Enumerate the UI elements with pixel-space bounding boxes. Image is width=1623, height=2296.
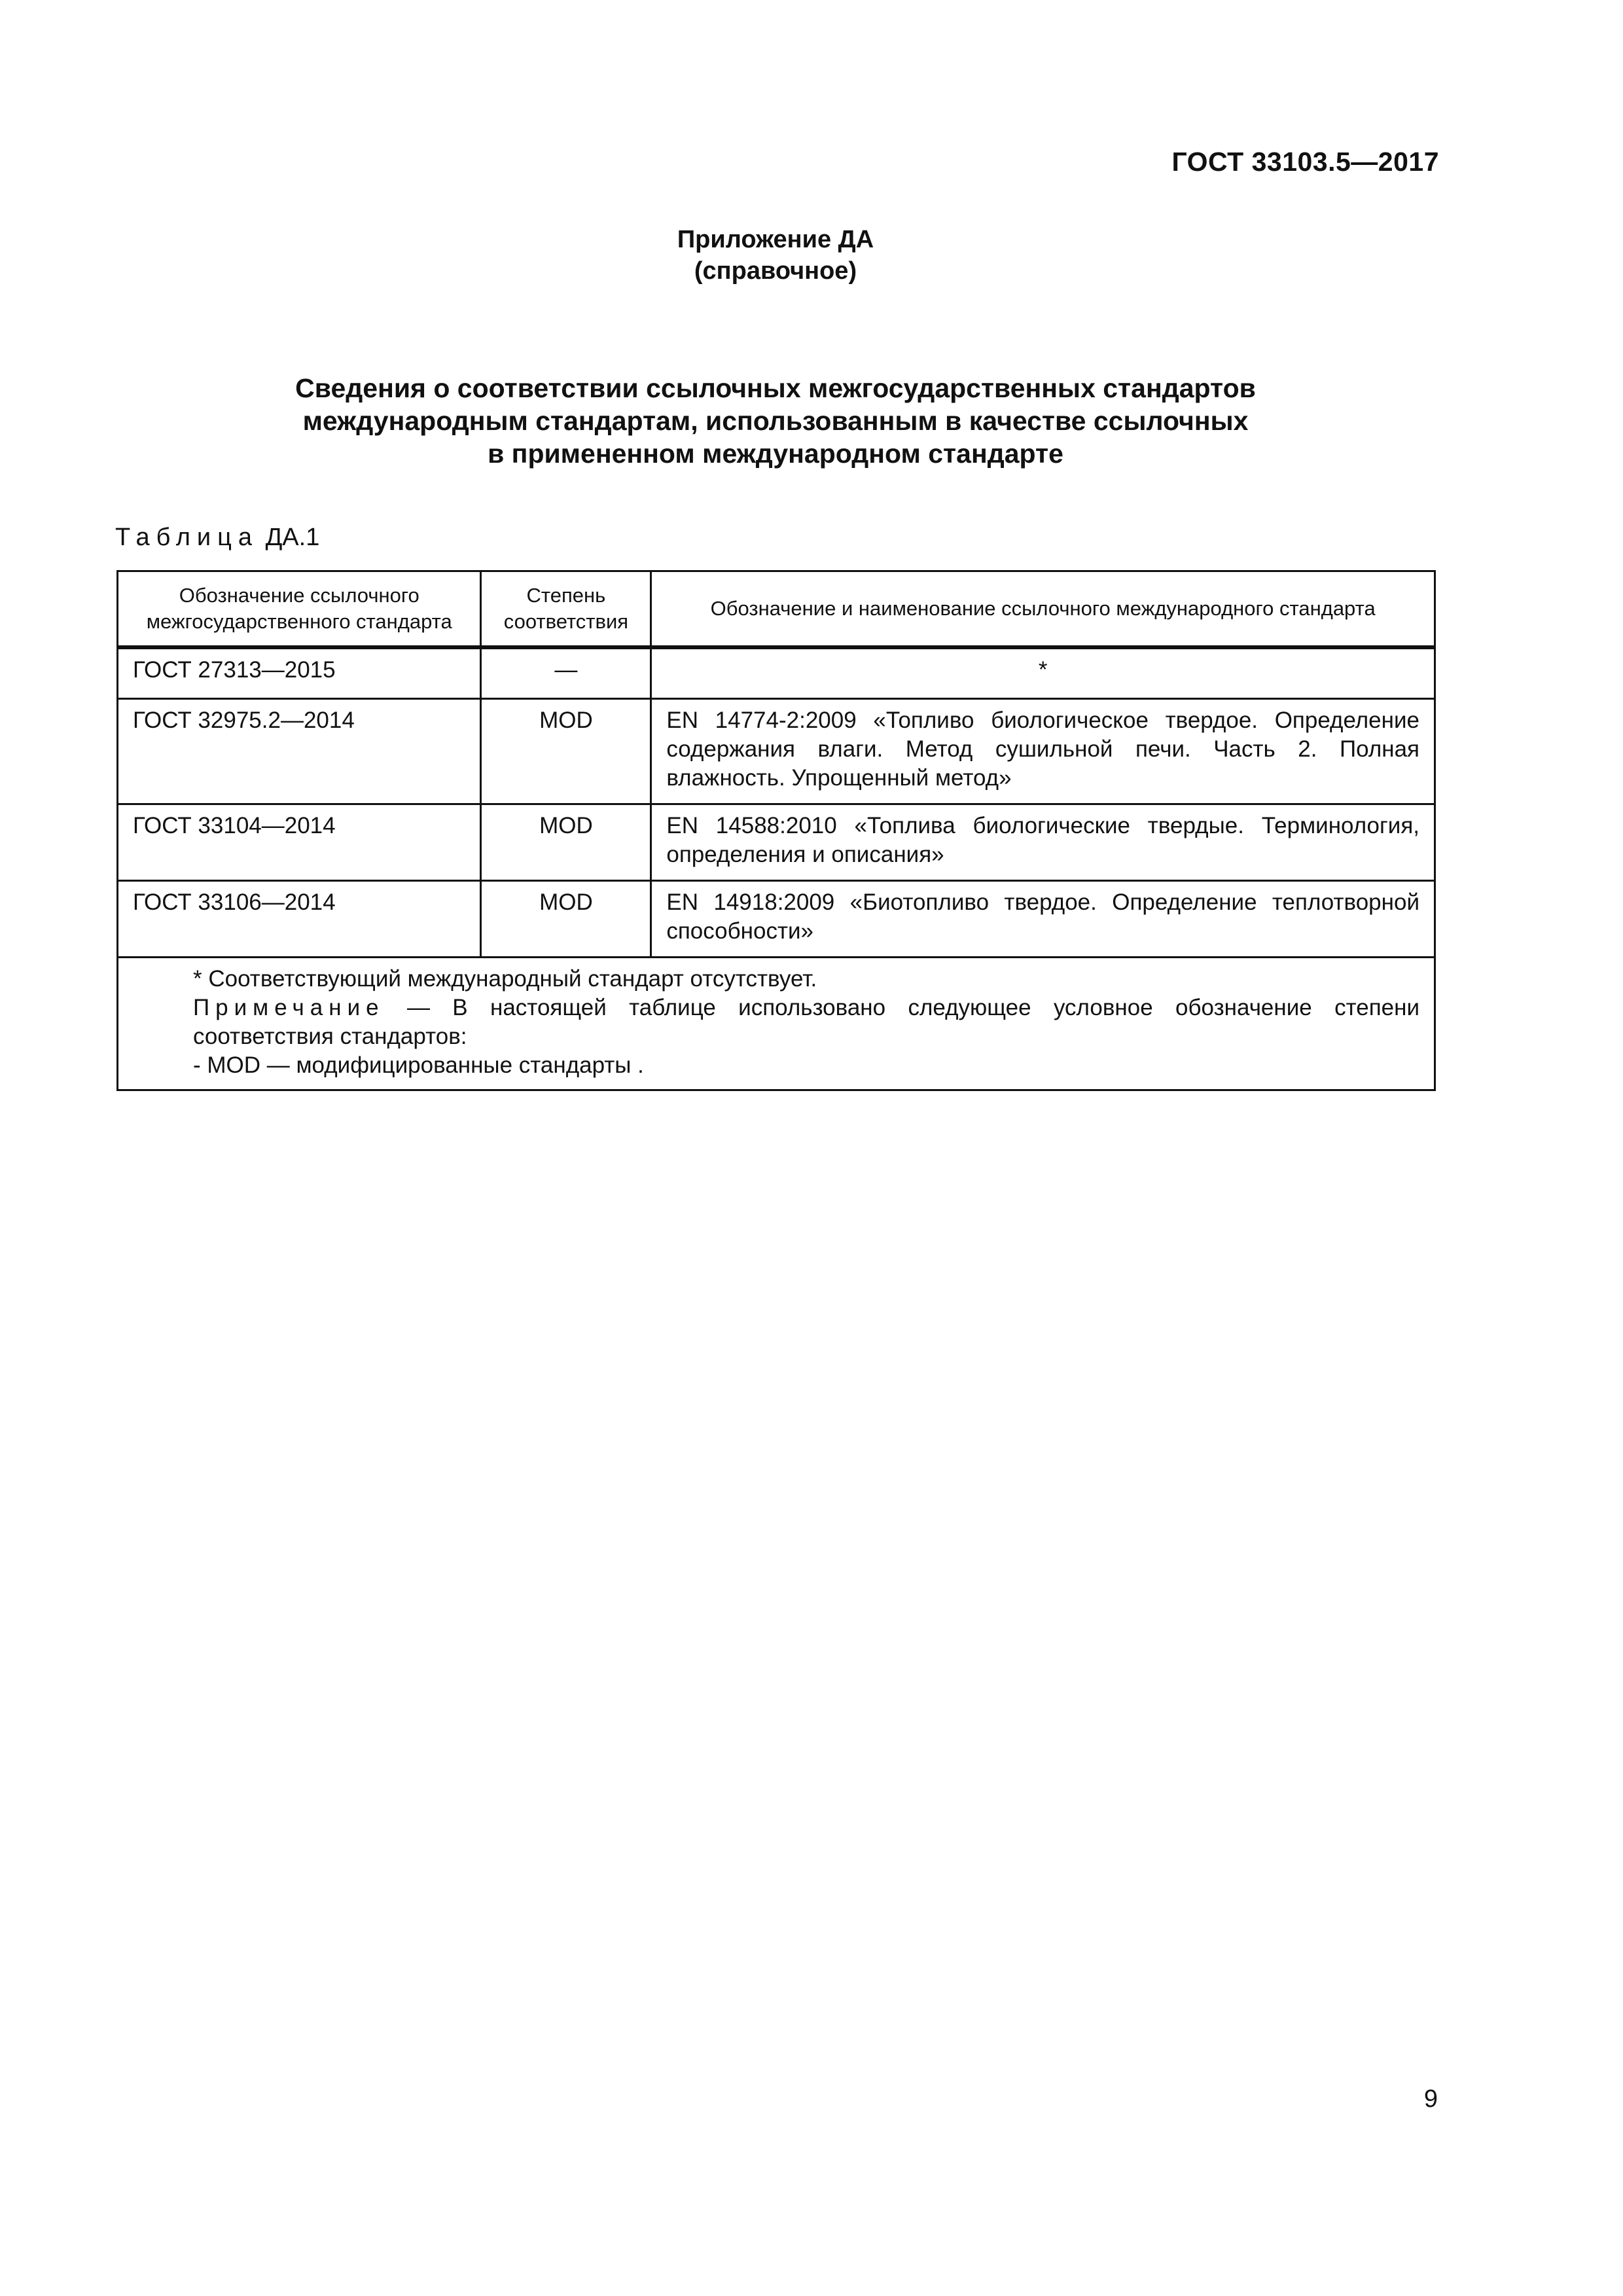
appendix-subtitle: (справочное) xyxy=(694,257,857,285)
cell-degree: MOD xyxy=(481,881,651,958)
table-row xyxy=(118,881,1435,958)
note xyxy=(133,994,1419,1051)
cell-international: EN 14918:2009 «Биотопливо твердое. Определение теплотворной способности» xyxy=(651,881,1435,958)
cell-designation: ГОСТ 33104—2014 xyxy=(118,804,481,881)
section-title-line-2: международным стандартам, использованным в качестве ссылочных xyxy=(302,406,1249,436)
table-caption xyxy=(115,524,319,552)
mod-definition: - MOD — модифицированные стандарты . xyxy=(193,1052,644,1078)
appendix-heading xyxy=(0,224,1551,287)
header-designation: Обозначение ссылочного межгосударственного стандарта xyxy=(118,571,481,648)
table-row xyxy=(118,804,1435,881)
table-notes xyxy=(118,958,1435,1090)
cell-degree: MOD xyxy=(481,804,651,881)
cell-degree: MOD xyxy=(481,699,651,804)
appendix-title: Приложение ДА xyxy=(677,226,874,253)
note-text: — В настоящей таблице использовано следующее условное обозначение степени соответствия стандартов: xyxy=(193,995,1419,1049)
footnote: * Соответствующий международный стандарт отсутствует. xyxy=(193,966,817,992)
note-label: Примечание xyxy=(193,995,385,1020)
table-caption-number: ДА.1 xyxy=(265,524,320,551)
header-international: Обозначение и наименование ссылочного международного стандарта xyxy=(651,571,1435,648)
cell-international: * xyxy=(651,647,1435,699)
table-header-row xyxy=(118,571,1435,648)
document-code: ГОСТ 33103.5—2017 xyxy=(1171,147,1439,177)
table-row xyxy=(118,647,1435,699)
cell-designation: ГОСТ 33106—2014 xyxy=(118,881,481,958)
correspondence-table xyxy=(116,570,1436,1091)
table-row xyxy=(118,699,1435,804)
table-notes-row xyxy=(118,958,1435,1090)
section-title-line-1: Сведения о соответствии ссылочных межгосударственных стандартов xyxy=(295,373,1256,403)
cell-designation: ГОСТ 32975.2—2014 xyxy=(118,699,481,804)
header-degree: Степень соответствия xyxy=(481,571,651,648)
section-title xyxy=(0,372,1551,470)
page-number: 9 xyxy=(1423,2085,1438,2113)
cell-designation: ГОСТ 27313—2015 xyxy=(118,647,481,699)
cell-international: EN 14588:2010 «Топлива биологические твердые. Терминология, определения и описания» xyxy=(651,804,1435,881)
section-title-line-3: в примененном международном стандарте xyxy=(488,439,1063,469)
table-caption-word: Таблица xyxy=(115,524,259,551)
cell-international: EN 14774-2:2009 «Топливо биологическое твердое. Определение содержания влаги. Метод сушильной печи. Часть 2. Полная влажность. Упрощенный метод» xyxy=(651,699,1435,804)
cell-degree: — xyxy=(481,647,651,699)
